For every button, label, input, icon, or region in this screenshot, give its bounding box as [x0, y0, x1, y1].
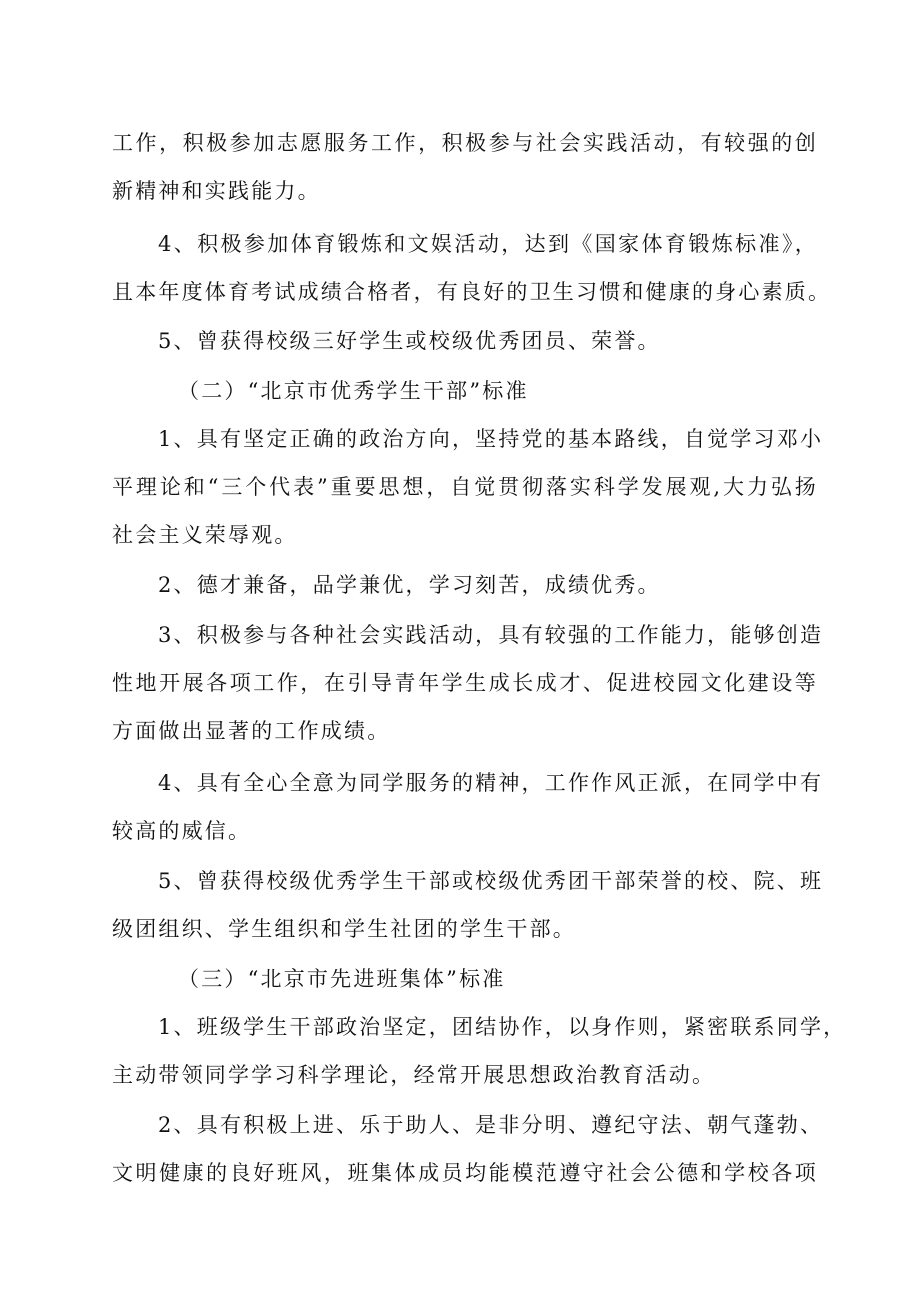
list-item-line: 3、积极参与各种社会实践活动，具有较强的工作能力，能够创造	[158, 623, 824, 647]
list-item-line: 4、具有全心全意为同学服务的精神，工作作风正派，在同学中有	[158, 771, 824, 795]
list-item-line: 5、曾获得校级三好学生或校级优秀团员、荣誉。	[158, 329, 661, 353]
section-heading: （二）“北京市优秀学生干部”标准	[178, 379, 529, 403]
list-item-line: 1、班级学生干部政治坚定，团结协作，以身作则，紧密联系同学，	[158, 1015, 847, 1039]
body-text-line: 文明健康的良好班风，班集体成员均能模范遵守社会公德和学校各项	[112, 1161, 818, 1185]
body-text-line: 级团组织、学生组织和学生社团的学生干部。	[112, 917, 576, 941]
body-text-line: 平理论和“三个代表”重要思想，自觉贯彻落实科学发展观,大力弘扬	[112, 475, 818, 499]
list-item-line: 1、具有坚定正确的政治方向，坚持党的基本路线，自觉学习邓小	[158, 427, 824, 451]
body-text-line: 社会主义荣辱观。	[112, 523, 298, 547]
list-item-line: 5、曾获得校级优秀学生干部或校级优秀团干部荣誉的校、院、班	[158, 869, 824, 893]
body-text-line: 且本年度体育考试成绩合格者，有良好的卫生习惯和健康的身心素质。	[112, 280, 832, 304]
body-text-line: 主动带领同学学习科学理论，经常开展思想政治教育活动。	[112, 1063, 716, 1087]
body-text-line: 较高的威信。	[112, 819, 252, 843]
body-text-line: 工作，积极参加志愿服务工作，积极参与社会实践活动，有较强的创	[112, 131, 818, 155]
list-item-line: 4、积极参加体育锻炼和文娱活动，达到《国家体育锻炼标准》，	[158, 232, 818, 256]
body-text-line: 新精神和实践能力。	[112, 179, 321, 203]
list-item-line: 2、德才兼备，品学兼优，学习刻苦，成绩优秀。	[158, 573, 661, 597]
list-item-line: 2、具有积极上进、乐于助人、是非分明、遵纪守法、朝气蓬勃、	[158, 1113, 824, 1137]
section-heading: （三）“北京市先进班集体”标准	[178, 967, 506, 991]
body-text-line: 方面做出显著的工作成绩。	[112, 719, 391, 743]
body-text-line: 性地开展各项工作，在引导青年学生成长成才、促进校园文化建设等	[112, 671, 818, 695]
